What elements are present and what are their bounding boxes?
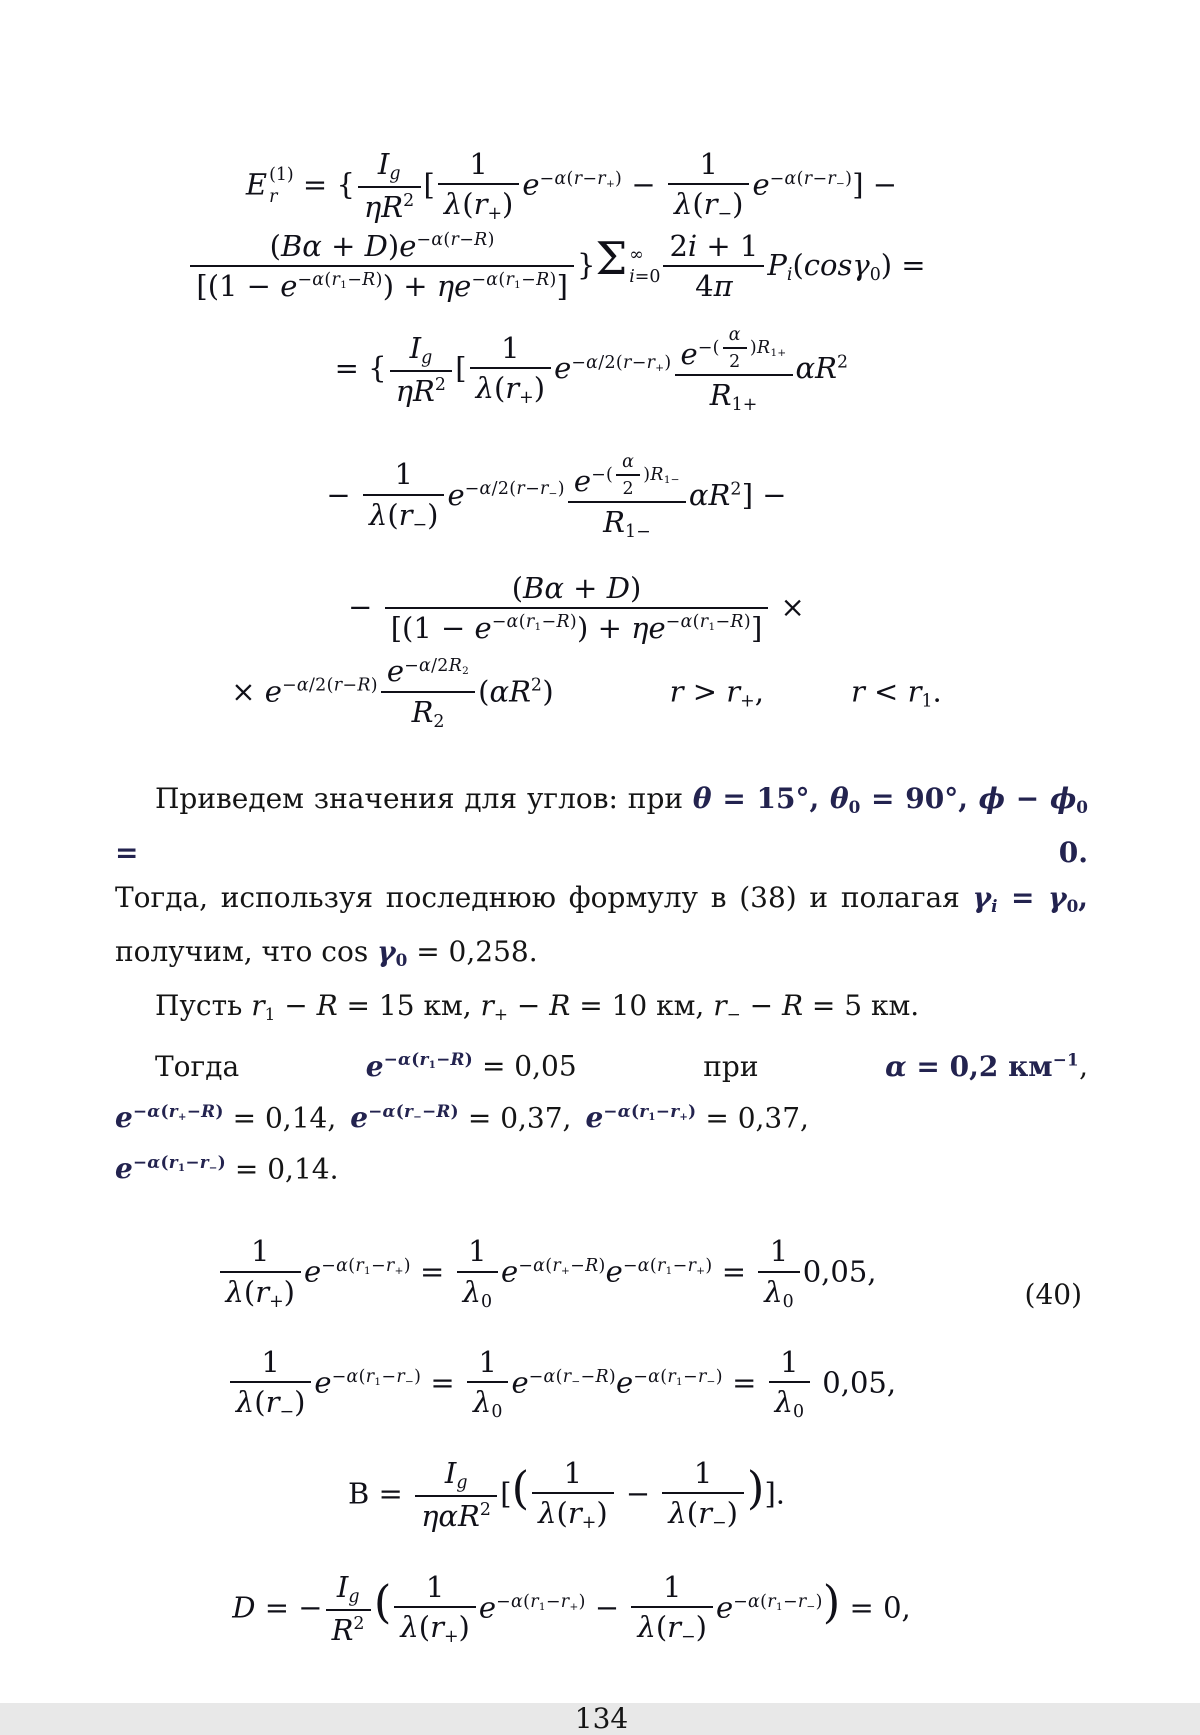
equation-lambda-plus: $\frac{1}{\lambda(r_+)}$ $e^{-\alpha(r_1-r_+)}$ = $\frac{1}{\lambda_0}$ $e^{-\alpha(r_+-R)}e^{-\alpha(r_1-r_+)}$ = $\frac{1}{\lambda_0}$ 0,05, (60, 1235, 1033, 1312)
paragraph-line: Тогда, используя последнюю формулу в (38) и полагая $\gamma_i = \gamma_0$, (115, 881, 1088, 917)
main-equation-line-5: − $\frac{(B\alpha + D)}{[(1 - e^{-\alpha(r_1-R)}) + \eta e^{-\alpha(r_1-R)}]}$ × (348, 570, 805, 646)
main-equation-line-1: E (1) r = { $\frac{I_g}{\eta R^2}$ [ $\frac{1}{\lambda(r_+)}$ $e^{-\alpha(r-r_+)}$ − $\frac{1}{\lambda(r_-)}$ $e^{-\alpha(r-r_-)}$] − (245, 147, 898, 225)
togda-line (115, 1037, 1088, 1088)
values-line-2: $e^{-\alpha(r_1-r_-)} = 0,14$. (115, 1152, 339, 1186)
paragraph-line: Приведем значения для углов: при θ = 15°, $\theta_0 = 90^\circ$, $\phi - \phi_0 = 0$. (115, 782, 1088, 870)
main-equation-line-6: × $e^{-\alpha/2(r-R)}$ $\frac{e^{-\alpha/2R_2}}{R_2}$ $(\alpha R^2)$ $r > r_+$, $r < r_1$. (231, 654, 942, 733)
exp-value-r1: $e^{-\alpha(r_1-R)} = 0,05$ (365, 1049, 577, 1083)
alpha-value: α = 0,2 $км^{-1}$, (885, 1049, 1088, 1083)
equation-number-label: (40) (1024, 1278, 1082, 1311)
equation-D: D = − $\frac{I_g}{R^2}$ ( $\frac{1}{\lambda(r_+)}$ $e^{-\alpha(r_1-r_+)}$ − $\frac{1}{\lambda(r_-)}$ $e^{-\alpha(r_1-r_-)}) = 0$, (232, 1570, 911, 1648)
main-equation-line-4: − $\frac{1}{\lambda(r_-)}$ $e^{-\alpha/2(r-r_-)}$ $e^{-( \frac{\alpha}{2} )R_{1-}}$ $R_{1-}$ $\alpha R^2$] − (326, 451, 787, 542)
paragraph-angles (115, 776, 1088, 1191)
pri-word: при (703, 1049, 759, 1083)
distances-line: Пусть $r_1 - R = 15$ км, $r_+ - R = 10$ км, $r_- - R = 5$ км. (155, 989, 920, 1025)
paragraph-line: получим, что $\cos \gamma_0 = 0,258$. (115, 935, 538, 971)
togda-word: Тогда (155, 1049, 240, 1083)
equation-lambda-minus: $\frac{1}{\lambda(r_-)}$ $e^{-\alpha(r_1-r_-)}$ = $\frac{1}{\lambda_0}$ $e^{-\alpha(r_--R)}e^{-\alpha(r_1-r_-)}$ = $\frac{1}{\lambda_0}$ 0,05, (75, 1346, 1048, 1423)
main-equation-line-2: $\frac{(B\alpha + D)e^{-\alpha(r-R)}}{[(1 - e^{-\alpha(r_1-R)}) + \eta e^{-\alpha(r_1-R)}]}$ }Σ ∞ i=0 $\frac{2i + 1}{4\pi}$ $P_i(\cos\gamma_0)$ = (70, 230, 1043, 304)
values-line-1: $e^{-\alpha(r_+-R)} = 0,14$, $e^{-\alpha(r_--R)} = 0,37$, $e^{-\alpha(r_1-r_+)} = 0,37$, (115, 1100, 809, 1134)
main-equation-line-3: = { $\frac{I_g}{\eta R^2}$ [ $\frac{1}{\lambda(r_+)}$ $e^{-\alpha/2(r-r_+)}$ $e^{-( \frac{\alpha}{2} )R_{1+}}$ $R_{1+}$ $\alpha R^2$ (334, 325, 849, 416)
page-number: 134 (574, 1701, 629, 1735)
equation-B: B = $\frac{I_g}{\eta\alpha R^2}$ [( $\frac{1}{\lambda(r_+)}$ − $\frac{1}{\lambda(r_-)}$ )]. (348, 1455, 785, 1534)
